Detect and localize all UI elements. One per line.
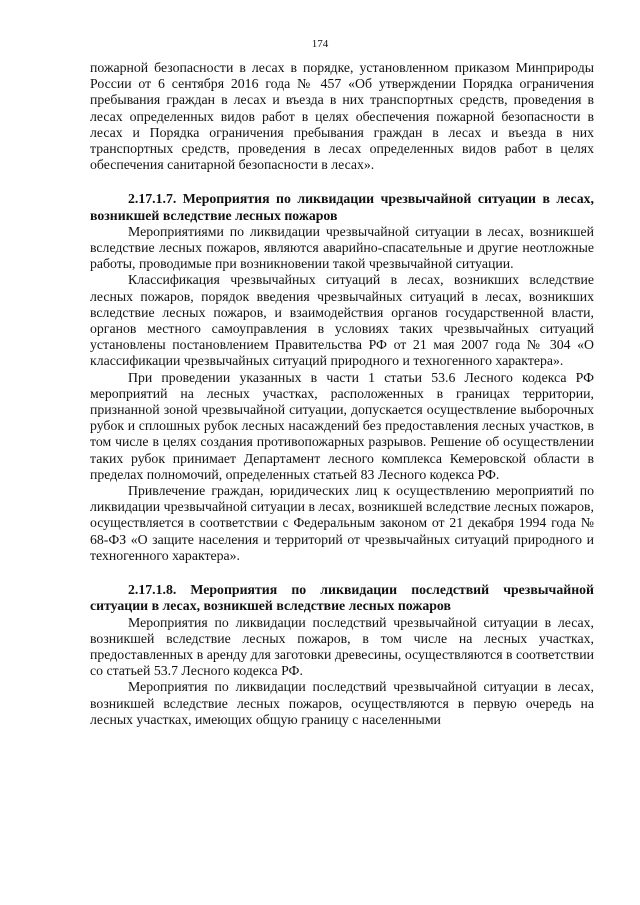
page-number: 174 — [311, 38, 329, 50]
paragraph: Мероприятиями по ликвидации чрезвычайной ситуации в лесах, возникшей вследствие лесных пожаров, являются аварийно-спасательные и другие неотложные работы, проводимые при возникновении такой чрезвычайной ситуации. — [90, 223, 594, 272]
document-body — [90, 60, 594, 728]
section-heading-2-17-1-8: 2.17.1.8. Мероприятия по ликвидации последствий чрезвычайной ситуации в лесах, возникшей вследствие лесных пожаров — [90, 582, 594, 614]
paragraph: При проведении указанных в части 1 статьи 53.6 Лесного кодекса РФ мероприятий на лесных участках, расположенных в границах территории, признанной зоной чрезвычайной ситуации, допускается осуществление выборочных рубок и сплошных рубок лесных насаждений без предоставления лесных участков, в том числе в целях создания противопожарных разрывов. Решение об осуществлении таких рубок принимает Департамент лесного комплекса Кемеровской области в пределах полномочий, определенных статьей 83 Лесного кодекса РФ. — [90, 369, 594, 482]
section-heading-2-17-1-7: 2.17.1.7. Мероприятия по ликвидации чрезвычайной ситуации в лесах, возникшей вследствие лесных пожаров — [90, 191, 594, 223]
paragraph: Мероприятия по ликвидации последствий чрезвычайной ситуации в лесах, возникшей вследствие лесных пожаров, в том числе на лесных участках, предоставленных в аренду для заготовки древесины, осуществляются в соответствии со статьей 53.7 Лесного кодекса РФ. — [90, 614, 594, 679]
paragraph: Привлечение граждан, юридических лиц к осуществлению мероприятий по ликвидации чрезвычайной ситуации в лесах, возникшей вследствие лесных пожаров, осуществляется в соответствии с Федеральным законом от 21 декабря 1994 года № 68-ФЗ «О защите населения и территорий от чрезвычайных ситуаций природного и техногенного характера». — [90, 483, 594, 563]
paragraph: Классификация чрезвычайных ситуаций в лесах, возникших вследствие лесных пожаров, порядок введения чрезвычайных ситуаций в лесах, возникших вследствие лесных пожаров, и взаимодействия органов государственной власти, органов местного самоуправления в условиях таких чрезвычайных ситуаций установлены постановлением Правительства РФ от 21 мая 2007 года № 304 «О классификации чрезвычайных ситуаций природного и техногенного характера». — [90, 272, 594, 369]
paragraph: Мероприятия по ликвидации последствий чрезвычайной ситуации в лесах, возникшей вследствие лесных пожаров, осуществляются в первую очередь на лесных участках, имеющих общую границу с населенными — [90, 679, 594, 727]
paragraph-continuation: пожарной безопасности в лесах в порядке, установленном приказом Минприроды России от 6 сентября 2016 года № 457 «Об утверждении Порядка ограничения пребывания граждан в лесах и въезда в них транспортных средств, проведения в лесах определенных видов работ в целях обеспечения пожарной безопасности в лесах и Порядка ограничения пребывания граждан в лесах и въезда в них транспортных средств, проведения в лесах определенных видов работ в целях обеспечения санитарной безопасности в лесах». — [90, 60, 594, 173]
